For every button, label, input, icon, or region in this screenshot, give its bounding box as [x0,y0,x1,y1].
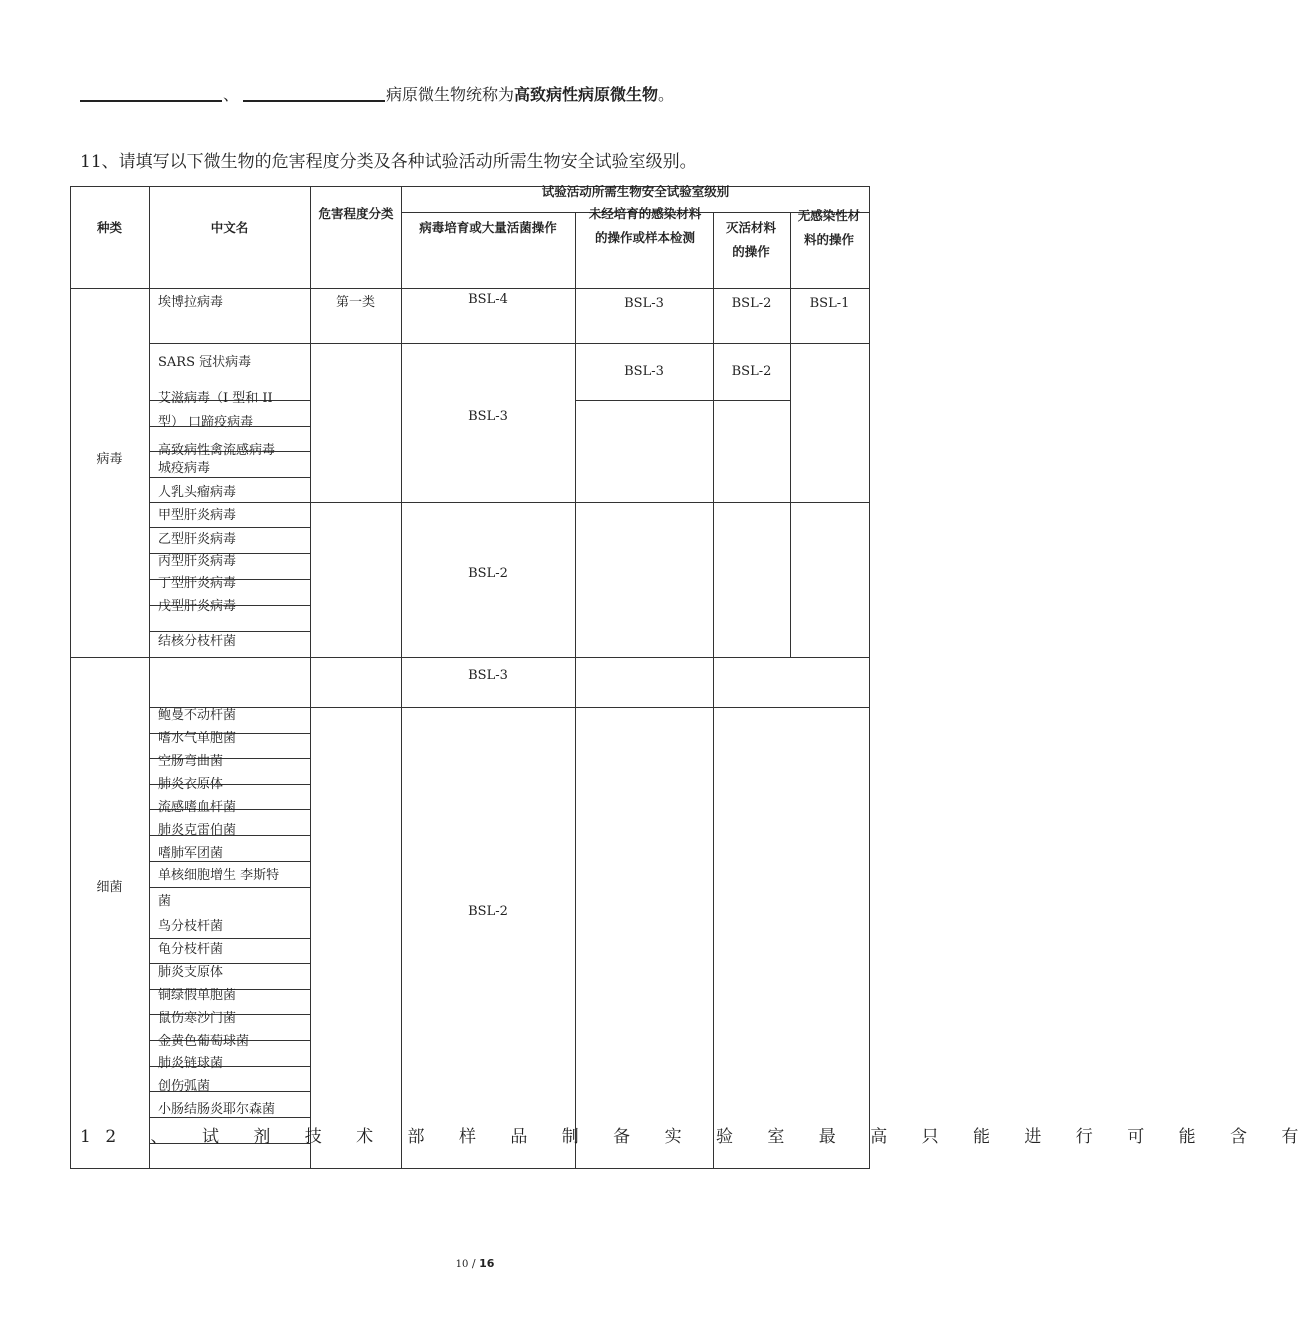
virus-name: 型） 口蹄疫病毒 [158,415,254,430]
virus-name: SARS 冠状病毒 [158,355,252,370]
virus-name: 结核分枝杆菌 [158,634,237,649]
bacteria-name: 创伤弧菌 [158,1079,211,1094]
bacteria-name: 鸟分枝杆菌 [158,919,224,934]
table-line [310,186,311,1168]
question-11: 11、请填写以下微生物的危害程度分类及各种试验活动所需生物安全试验室级别。 [80,152,697,172]
table-line [713,212,714,1168]
table-border [869,186,870,1168]
table-line [149,186,150,1168]
table-line [149,477,310,478]
sars-uncultured-level: BSL-3 [624,364,664,379]
ebola-hazard-class: 第一类 [335,295,375,310]
bacteria-name: 肺炎克雷伯菌 [158,823,237,838]
ebola-inactivated-level: BSL-2 [731,296,772,311]
bacteria-name: 菌 [158,894,172,909]
virus-name: 人乳头瘤病毒 [158,485,237,500]
header-uncultured: 未经培育的感染材料的操作或样本检测 [588,206,702,245]
q10-tail-bold: 高致病性病原微生物 [514,85,659,104]
table-line [70,288,870,289]
bacteria-culture-level: BSL-2 [468,904,508,919]
table-line [790,212,791,657]
table-line [149,887,310,888]
ebola-culture-level: BSL-4 [468,292,508,307]
bacteria-name: 流感嗜血杆菌 [158,800,237,815]
table-line [149,502,870,503]
q10-tail-prefix: 病原微生物统称为 [386,85,515,104]
virus-name: 城疫病毒 [158,461,211,476]
header-kind: 种类 [96,220,122,235]
table-border [70,1168,870,1169]
bacteria-name: 嗜肺军团菌 [158,846,224,861]
sars-group-culture-level: BSL-3 [468,409,508,424]
virus-name: 丁型肝炎病毒 [158,576,237,591]
header-name: 中文名 [210,220,249,235]
category-virus: 病毒 [96,452,123,467]
question-12: 12 、 试 剂 技 术 部 样 品 制 备 实 验 室 最 高 只 能 进 行 可 能 含 有 [80,1127,1313,1147]
bacteria-name: 单核细胞增生 李斯特 [158,868,280,883]
category-bacteria: 细菌 [96,880,123,895]
page-current: 10 [455,1259,469,1270]
table-line [149,343,870,344]
header-noninfectious: 无感染性材料的操作 [797,208,861,247]
ebola-noninfectious-level: BSL-1 [809,296,850,311]
table-line [149,707,870,708]
bacteria-name: 肺炎链球菌 [158,1056,224,1071]
virus-name: 艾滋病毒（I 型和 II [158,391,273,406]
q10-tail-suffix: 。 [658,85,675,104]
bacteria-name: 鲍曼不动杆菌 [158,708,237,723]
separator-mark: 、 [223,85,240,104]
bacteria-name: 铜绿假单胞菌 [158,988,237,1003]
header-inactivated: 灭活材料的操作 [725,220,776,259]
page-number [0,1257,950,1270]
bacteria-name: 嗜水气单胞菌 [158,731,237,746]
table-line [70,657,870,658]
header-virus-culture: 病毒培育或大量活菌操作 [419,220,557,235]
bacteria-name: 肺炎支原体 [158,965,224,980]
table-line [575,400,790,401]
page-total: 16 [479,1257,495,1270]
answer-blank-2[interactable] [243,100,385,102]
bacteria-name: 金黄色葡萄球菌 [158,1034,250,1049]
virus-name: 丙型肝炎病毒 [158,554,237,569]
q10-tail-text [386,82,674,105]
virus-name: 乙型肝炎病毒 [158,532,237,547]
sars-inactivated-level: BSL-2 [731,364,772,379]
table-line [149,861,310,862]
table-line [149,1117,310,1118]
header-hazard: 危害程度分类 [318,206,394,221]
virus-name: 甲型肝炎病毒 [158,508,237,523]
bacteria-name: 空肠弯曲菌 [158,754,224,769]
header-bsl-group: 试验活动所需生物安全试验室级别 [541,184,730,199]
virus-name: 埃博拉病毒 [158,295,224,310]
table-border [70,186,71,1168]
answer-blank-1[interactable] [80,100,222,102]
page-separator: / [468,1257,480,1270]
tb-culture-level: BSL-3 [468,668,508,683]
virus-name: 高致病性禽流感病毒 [158,443,276,458]
bacteria-name: 龟分枝杆菌 [158,942,224,957]
bacteria-name: 小肠结肠炎耶尔森菌 [158,1102,276,1117]
virus-name: 戊型肝炎病毒 [158,599,237,614]
table-line [575,212,576,1168]
bacteria-name: 鼠伤寒沙门菌 [158,1011,237,1026]
bacteria-name: 肺炎衣原体 [158,777,224,792]
ebola-uncultured-level: BSL-3 [624,296,664,311]
hepatitis-culture-level: BSL-2 [468,566,508,581]
